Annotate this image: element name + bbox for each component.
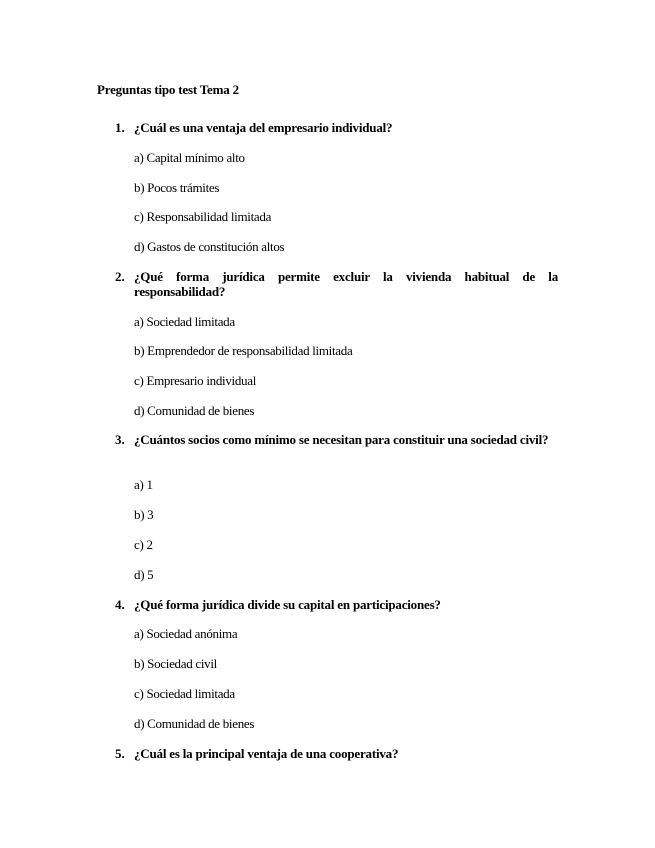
question-text: ¿Cuántos socios como mínimo se necesitan para constituir una sociedad civil? (134, 432, 549, 447)
answer-option-c: c) Responsabilidad limitada (134, 209, 272, 224)
question-number: 5. (115, 746, 125, 761)
question-number: 3. (115, 432, 125, 447)
answer-option-a: a) Sociedad anónima (134, 626, 238, 641)
answer-option-c: c) Empresario individual (134, 373, 257, 388)
answer-option-b: b) Pocos trámites (134, 180, 220, 195)
answer-option-d: d) Comunidad de bienes (134, 403, 255, 418)
question-text: ¿Cuál es la principal ventaja de una cooperativa? (134, 746, 399, 761)
question-text: ¿Qué forma jurídica permite excluir la vivienda habitual de la responsabilidad? (134, 269, 558, 299)
answer-option-c: c) Sociedad limitada (134, 686, 235, 701)
answer-option-a: a) Capital mínimo alto (134, 150, 245, 165)
answer-option-d: d) Gastos de constitución altos (134, 239, 285, 254)
document-title: Preguntas tipo test Tema 2 (97, 82, 239, 97)
answer-option-c: c) 2 (134, 537, 153, 552)
answer-option-a: a) Sociedad limitada (134, 314, 235, 329)
answer-option-b: b) Sociedad civil (134, 656, 217, 671)
question-number: 4. (115, 597, 125, 612)
question-text: ¿Cuál es una ventaja del empresario individual? (134, 120, 393, 135)
answer-option-d: d) Comunidad de bienes (134, 716, 255, 731)
question-number: 1. (115, 120, 125, 135)
answer-option-d: d) 5 (134, 567, 154, 582)
question-text: ¿Qué forma jurídica divide su capital en participaciones? (134, 597, 441, 612)
answer-option-a: a) 1 (134, 477, 153, 492)
answer-option-b: b) Emprendedor de responsabilidad limitada (134, 343, 353, 358)
question-number: 2. (115, 269, 125, 284)
answer-option-b: b) 3 (134, 507, 154, 522)
